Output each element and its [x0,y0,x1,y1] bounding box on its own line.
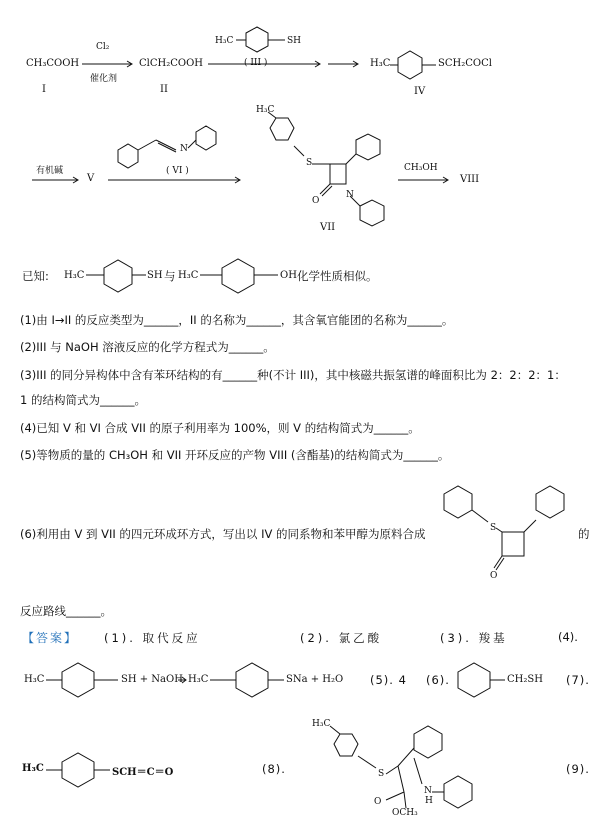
known-oh: OH [280,270,297,281]
benzyl-ch2sh: CH₂SH [507,674,543,685]
q6-o-label: O [490,571,498,581]
catalyst-label: 催化剂 [90,74,118,84]
question-4: (4)已知 V 和 VI 合成 VII 的原子利用率为 100%，则 V 的结构简式为______。 [20,421,420,435]
label-II: II [160,84,168,95]
eq-h3c-left: H₃C [24,674,45,685]
reagent-III-h3c: H₃C [215,36,234,46]
arrow-to-IV-second [328,61,358,67]
question-6-line2: 反应路线______。 [20,604,112,618]
question-3-line2: 1 的结构简式为______。 [20,393,146,407]
eq-left-ring [46,663,118,697]
known-with: 与 [164,269,176,283]
compound-IV-h3c: H₃C [370,58,391,69]
answer-header: 【答案】 [22,631,79,645]
compound-VII-structure [268,112,384,226]
answer-3: (3). 羧基 [440,631,508,645]
ans8-tail: SCH＝C＝O [112,767,174,778]
ans8-ring [46,753,110,787]
label-VII: VII [320,222,336,233]
compound-II: ClCH₂COOH [139,58,203,69]
answer-9-number: (9). [566,762,590,776]
question-6-line1: (6)利用由 V 到 VII 的四元环成环方式，写出以 IV 的同系物和苯甲醇为原料合成 [20,527,426,541]
known-phenol-ring [200,259,278,293]
known-prefix: 已知: [22,269,49,283]
benzyl-thiol-ring [458,663,505,697]
reagent-VI-n: N [180,144,188,154]
label-V: V [87,173,95,184]
VII-s: S [306,158,313,168]
compound-IV-tail: SCH₂COCl [438,58,492,69]
label-VIII: VIII [460,174,480,185]
ans8-h3c: H₃C [22,763,44,774]
VII-o: O [312,196,320,206]
answer-2: (2). 氯乙酸 [300,631,383,645]
ans9-structure [330,726,472,808]
arrow-II-to-IV [208,61,320,67]
question-6-de: 的 [578,527,590,541]
eq-right-tail: SNa + H₂O [286,674,344,685]
question-5: (5)等物质的量的 CH₃OH 和 VII 开环反应的产物 VIII (含酯基)的结构简式为______。 [20,448,450,462]
arrow-VII-to-VIII [398,177,448,183]
organic-base-label: 有机碱 [36,166,64,176]
ans9-h: H [425,796,433,806]
reagent-III-sh: SH [287,36,302,46]
compound-IV-benzene-ring [390,51,436,79]
answer-7-number: (7). [566,673,590,687]
arrow-V-to-VII [108,177,240,183]
answer-6-number: (6). [426,673,450,687]
arrow-to-V [32,177,78,183]
known-suffix: 化学性质相似。 [297,269,378,283]
ans9-n: N [424,786,432,796]
q6-s-label: S [490,523,497,533]
compound-I: CH₃COOH [26,58,80,69]
answer-5: (5). 4 [370,673,407,687]
answer-1: (1). 取代反应 [104,631,201,645]
known-sh: SH [147,270,163,281]
q6-target-structure [444,486,564,570]
question-1: (1)由 I→II 的反应类型为______，II 的名称为______，其含氧官能团的名称为______。 [20,313,454,327]
question-2: (2)III 与 NaOH 溶液反应的化学方程式为______。 [20,340,275,354]
ans9-h3c: H₃C [312,719,331,729]
eq-right-ring [210,663,284,697]
reagent-ch3oh: CH₃OH [404,163,438,173]
known-h3c-a: H₃C [64,270,85,281]
ans9-o: O [374,797,382,807]
reagent-VI-structure [118,126,216,168]
VII-h3c: H₃C [256,105,275,115]
answer-4-number: (4). [558,630,578,644]
reagent-cl2: Cl₂ [96,42,110,52]
label-I: I [42,84,46,95]
VII-n: N [346,190,354,200]
ans9-s: S [378,769,385,779]
answer-8-number: (8). [262,762,286,776]
eq-left-tail: SH + NaOH [121,674,183,685]
question-3-line1: (3)III 的同分异构体中含有苯环结构的有______种(不计 III)，其中核磁共振氢谱的峰面积比为 2：2：2：1： [20,368,566,382]
ans9-och3: OCH₃ [392,808,418,818]
eq-h3c-right: H₃C [188,674,209,685]
eq-arrow [178,677,186,683]
known-h3c-b: H₃C [178,270,199,281]
label-III: ( III ) [244,58,268,68]
known-thiol-ring [86,260,146,292]
label-VI: ( VI ) [166,166,189,176]
label-IV: IV [414,86,426,97]
arrow-I-to-II [82,61,132,67]
reagent-III-benzene-ring [236,27,285,52]
